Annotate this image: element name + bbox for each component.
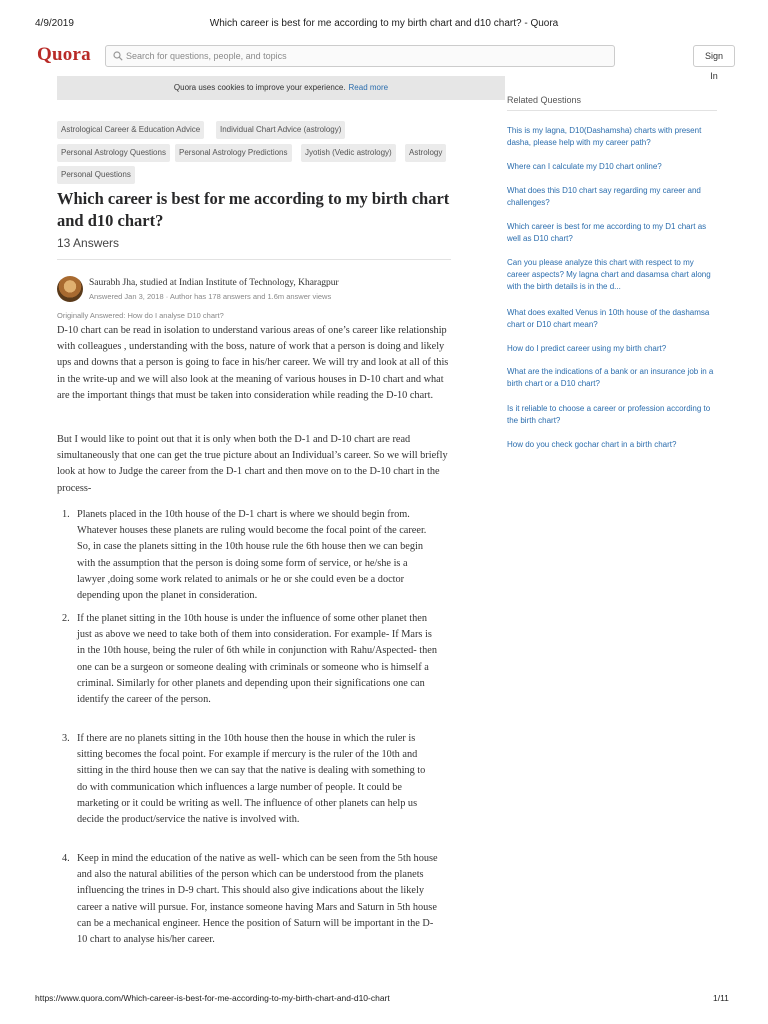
- list-item: [62, 731, 438, 828]
- related-question-link[interactable]: How do I predict career using my birth chart?: [507, 344, 667, 353]
- answer-paragraph: But I would like to point out that it is only when both the D-1 and D-10 chart are read simultaneously that one can get the true picture about an Individual’s career. So we will briefly look at how to Judge the career from the D-1 chart and then move on to the D-10 chart in the process-: [57, 434, 448, 494]
- avatar[interactable]: [57, 276, 83, 302]
- print-date: 4/9/2019: [35, 18, 74, 29]
- search-box[interactable]: [105, 45, 615, 67]
- answers-count: 13 Answers: [57, 236, 120, 250]
- answer-paragraph: D-10 chart can be read in isolation to understand various areas of one’s career like relationship with colleagues , understanding with the boss, nature of work that a person is doing and likely ups and downs that a person is going to face in his/her career. We will try and look at all of this in the write-up and we will also look at the meaning of various houses in D-10 chart and what are the important things that must be taken into consideration while reading the D-10 chart.: [57, 325, 449, 401]
- list-number: 4.: [62, 853, 70, 864]
- answer-author[interactable]: Saurabh Jha, studied at Indian Institute of Technology, Kharagpur: [89, 278, 339, 288]
- read-more-link[interactable]: Read more: [348, 83, 389, 92]
- list-item: [62, 851, 438, 948]
- print-url: https://www.quora.com/Which-career-is-best-for-me-according-to-my-birth-chart-and-d10-chart: [35, 993, 390, 1003]
- topic-tag[interactable]: Astrological Career & Education Advice: [57, 121, 204, 139]
- top-bar: [35, 40, 735, 81]
- list-item: [62, 507, 438, 604]
- topic-tag[interactable]: Personal Astrology Questions: [57, 144, 170, 162]
- quora-logo[interactable]: Quora: [37, 44, 91, 65]
- list-text: If the planet sitting in the 10th house is under the influence of some other planet then just as above we need to take both of them into consideration. For example- If Mars is in the 10th house, being the ruler of 6th while in conjunction with Rahu/Aspected- then one can be a surgeon or someone dealing with criminals or someone who is himself a criminal. Similarly for other planets and depending upon their significations one can identify the career of the person.: [77, 613, 438, 706]
- related-questions-heading: Related Questions: [507, 95, 582, 105]
- list-number: 2.: [62, 613, 70, 624]
- related-question-link[interactable]: Where can I calculate my D10 chart online?: [507, 162, 662, 171]
- related-question-link[interactable]: Is it reliable to choose a career or profession according to the birth chart?: [507, 404, 711, 425]
- related-question-link[interactable]: Which career is best for me according to my D1 chart as well as D10 chart?: [507, 222, 707, 243]
- print-title: Which career is best for me according to my birth chart and d10 chart? - Quora: [209, 18, 559, 29]
- print-page-number: 1/11: [713, 993, 729, 1003]
- answer-meta: Answered Jan 3, 2018 · Author has 178 answers and 1.6m answer views: [89, 292, 332, 301]
- originally-answered[interactable]: Originally Answered: How do I analyse D10 chart?: [57, 311, 224, 320]
- related-question-link[interactable]: What does exalted Venus in 10th house of the dashamsa chart or D10 chart mean?: [507, 308, 710, 329]
- topic-tag[interactable]: Astrology: [405, 144, 446, 162]
- related-question-link[interactable]: What are the indications of a bank or an insurance job in a birth chart or a D10 chart?: [507, 367, 714, 388]
- print-header: [0, 0, 768, 30]
- question-title: Which career is best for me according to my birth chart and d10 chart?: [57, 189, 450, 230]
- list-number: 1.: [62, 509, 70, 520]
- cookie-text: Quora uses cookies to improve your experience.: [173, 83, 346, 92]
- list-text: Keep in mind the education of the native as well- which can be seen from the 5th house and also the natural abilities of the person which can be understood from the planets influencing the trines in D-9 chart. This should also give indications about the likely career a native will pursue. For, instance someone having Mars and Saturn in 5th house can be a mechanical engineer. Hence the position of Saturn will be important in the D-10 chart to analyse his/her career.: [77, 853, 438, 946]
- related-question-link[interactable]: What does this D10 chart say regarding my career and challenges?: [507, 186, 701, 207]
- list-text: Planets placed in the 10th house of the D-1 chart is where we should begin from. Whatever houses these planets are ruling would become the focal point of the career. So, in case the planets sitting in the 10th house rule the 6th house then we can begin with the assumption that the person is doing some form of service, or he/she is a lawyer ,doing some work related to animals or he or she could even be a doctor depending upon the planet in consideration.: [77, 509, 427, 602]
- related-question-link[interactable]: This is my lagna, D10(Dashamsha) charts with present dasha, please help with my career path?: [507, 126, 702, 147]
- topic-tag[interactable]: Personal Questions: [57, 166, 135, 184]
- search-input[interactable]: [126, 48, 606, 64]
- list-number: 3.: [62, 733, 70, 744]
- related-question-link[interactable]: How do you check gochar chart in a birth chart?: [507, 440, 677, 449]
- related-question-link[interactable]: Can you please analyze this chart with respect to my career aspects? My lagna chart and dasamsa chart along with the birth details is in the d...: [507, 258, 711, 291]
- topic-tag[interactable]: Personal Astrology Predictions: [175, 144, 292, 162]
- sign-in-button[interactable]: Sign In: [693, 45, 735, 67]
- divider: [507, 110, 717, 111]
- topic-tag[interactable]: Individual Chart Advice (astrology): [216, 121, 345, 139]
- list-item: [62, 611, 438, 708]
- topic-tag[interactable]: Jyotish (Vedic astrology): [301, 144, 396, 162]
- search-icon: [113, 51, 123, 61]
- divider: [57, 259, 451, 260]
- list-text: If there are no planets sitting in the 10th house then the house in which the ruler is sitting becomes the focal point. For example if mercury is the ruler of the 10th and sitting in the third house then we can say that the native is dealing with something to do with communication which influences a large number of people. It could be marketing or it could be writing as well. The influence of other planets can help us decide the product/service the native is involved with.: [77, 733, 426, 826]
- cookie-banner: [57, 76, 505, 100]
- print-footer: [0, 990, 768, 1010]
